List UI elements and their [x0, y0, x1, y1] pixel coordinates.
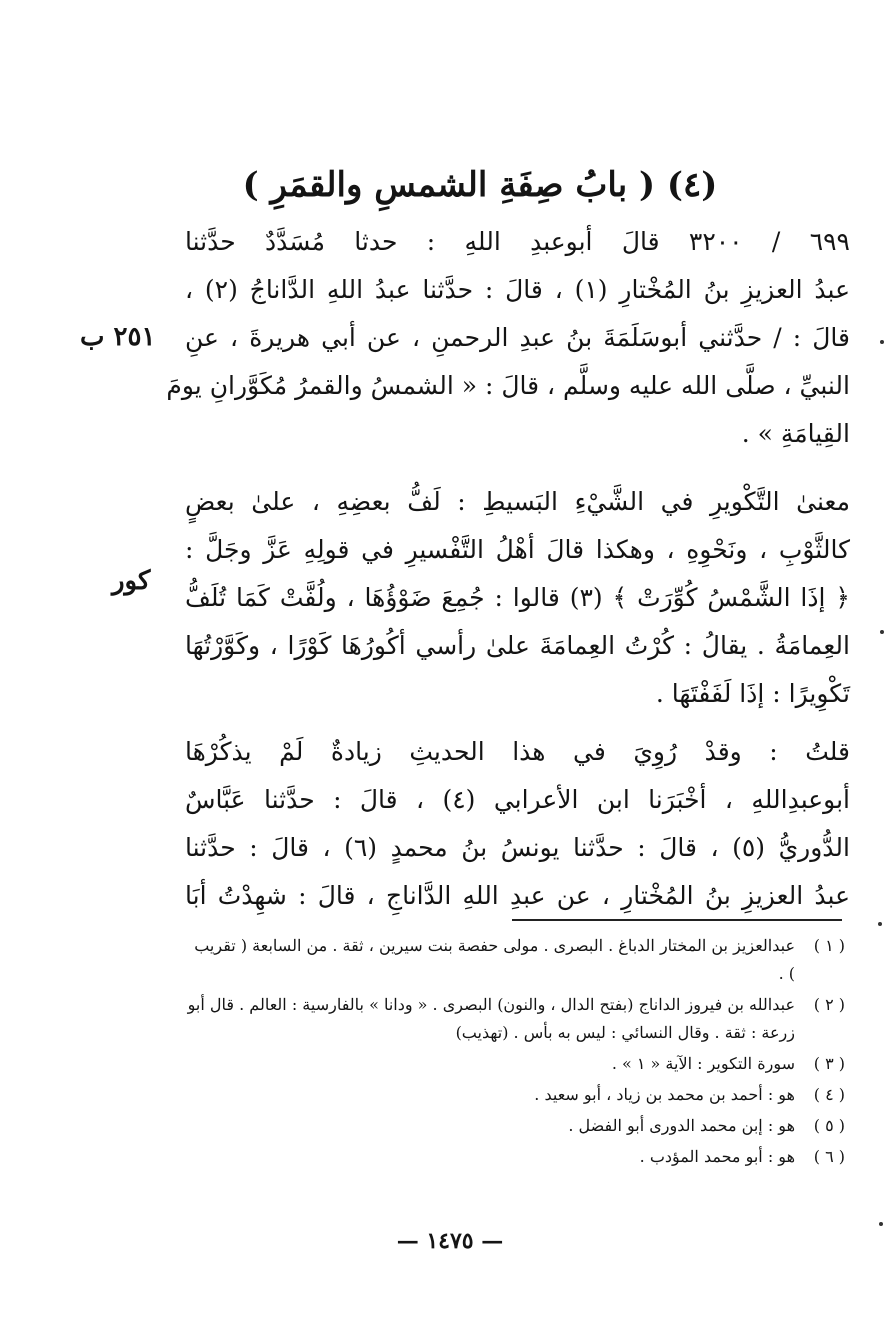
footnote-number: ( ٤ ) [813, 1085, 845, 1104]
footnote-number: ( ٥ ) [813, 1116, 845, 1135]
page-number: — ١٤٧٥ — [396, 1228, 504, 1254]
scan-speck [878, 922, 882, 926]
footnote-number: ( ٢ ) [813, 995, 845, 1014]
footnote-number: ( ٦ ) [813, 1147, 845, 1166]
chapter-title: (٤) ( بابُ صِفَةِ الشمسِ والقمَرِ ) [242, 165, 718, 205]
footnote [185, 1112, 845, 1140]
text-line: عبدُ العزيزِ بنُ المُخْتارِ (١) ، قالَ : حدَّثنا عبدُ اللهِ الدَّاناجُ (٢) ، [185, 275, 850, 304]
text-line: معنىٰ التَّكْويرِ في الشَّيْءِ البَسيطِ : لَفُّ بعضِهِ ، علىٰ بعضٍ [185, 487, 850, 516]
footnote-text: عبدالله بن فيروز الداناج (بفتح الدال ، والنون) البصرى . « ودانا » بالفارسية : العالم . قال أبو زرعة : ثقة . وقال النسائي : ليس به بأس . (تهذيب) [187, 995, 795, 1042]
text-line: ﴿ إذَا الشَّمْسُ كُوِّرَتْ ﴾ (٣) قالوا : جُمِعَ ضَوْؤُهَا ، ولُفَّتْ كَمَا تُلَفُّ [185, 583, 850, 612]
scan-speck [879, 1222, 883, 1226]
footnote-text: هو : أبو محمد المؤدب . [639, 1147, 795, 1166]
text-line: كالثَّوْبِ ، ونَحْوِهِ ، وهكذا قالَ أهْلُ التَّفْسيرِ في قولِهِ عَزَّ وجَلَّ : [185, 535, 850, 564]
text-line: أبوعبدِاللهِ ، أخْبَرَنا ابن الأعرابي (٤) ، قالَ : حدَّثنا عَبَّاسٌ [185, 785, 850, 814]
footnote-text: عبدالعزيز بن المختار الدباغ . البصرى . مولى حفصة بنت سيرين ، ثقة . من السابعة ( تقريب ) . [194, 936, 795, 983]
text-line: القِيامَةِ » . [741, 419, 850, 448]
footnote-number: ( ١ ) [813, 936, 845, 955]
footnote-text: هو : أحمد بن محمد بن زياد ، أبو سعيد . [534, 1085, 795, 1104]
footnote [185, 991, 845, 1047]
footnote [185, 932, 845, 988]
footnotes [185, 932, 845, 1174]
note-paragraph [185, 728, 850, 920]
text-line: العِمامَةُ . يقالُ : كُرْتُ العِمامَةَ علىٰ رأسي أكُورُهَا كَوْرًا ، وكَوَّرْتُهَا [185, 631, 850, 660]
footnote-text: سورة التكوير : الآية « ١ » . [611, 1054, 795, 1073]
keyword-margin-note: كور [112, 566, 151, 596]
footnote-divider [512, 919, 842, 921]
footnote [185, 1050, 845, 1078]
footnote [185, 1081, 845, 1109]
text-line: قلتُ : وقدْ رُوِيَ في هذا الحديثِ زيادةٌ لَمْ يذكُرْهَا [185, 737, 850, 766]
text-line: ٦٩٩ / ٣٢٠٠ قالَ أبوعبدِ اللهِ : حدثا مُسَدَّدٌ حدَّثنا [185, 227, 850, 256]
footnote-number: ( ٣ ) [813, 1054, 845, 1073]
folio-marker: ٢٥١ ب [80, 322, 156, 352]
text-line: قالَ : / حدَّثني أبوسَلَمَةَ بنُ عبدِ الرحمنِ ، عن أبي هريرةَ ، عنِ [185, 323, 850, 352]
text-line: عبدُ العزيزِ بنُ المُخْتارِ ، عن عبدِ اللهِ الدَّاناجِ ، قالَ : شهِدْتُ أبَا [185, 881, 850, 910]
text-line: النبيِّ ، صلَّى الله عليه وسلَّم ، قالَ : « الشمسُ والقمرُ مُكَوَّرانِ يومَ [166, 371, 850, 400]
scan-speck [880, 340, 884, 344]
text-line: الدُّوريُّ (٥) ، قالَ : حدَّثنا يونسُ بنُ محمدٍ (٦) ، قالَ : حدَّثنا [185, 833, 850, 862]
footnote-text: هو : إبن محمد الدورى أبو الفضل . [568, 1116, 795, 1135]
commentary-paragraph [185, 478, 850, 718]
scan-speck [880, 630, 884, 634]
hadith-paragraph [166, 218, 850, 458]
text-line: تَكْوِيرًا : إذَا لَفَفْتَهَا . [655, 679, 850, 708]
footnote [185, 1143, 845, 1171]
